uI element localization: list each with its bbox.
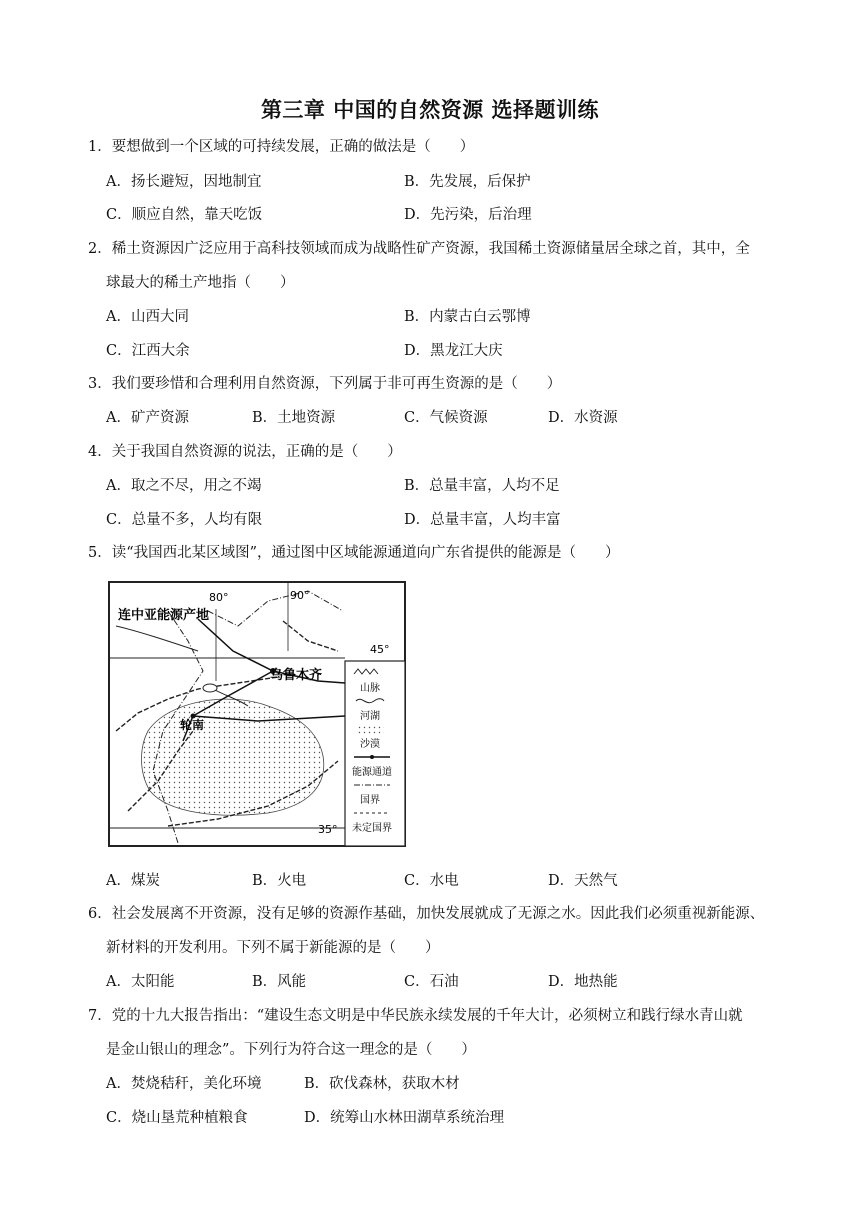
question-3-stem: 3．我们要珍惜和合理利用自然资源，下列属于非可再生资源的是（ ） xyxy=(88,376,562,392)
lunnan-label: 轮南 xyxy=(180,718,205,732)
question-6-stem: 6．社会发展离不开资源，没有足够的资源作基础，加快发展就成了无源之水。因此我们必须重视新能源、 xyxy=(88,906,765,922)
question-5-option-c: C．水电 xyxy=(404,873,459,889)
question-5-option-d: D．天然气 xyxy=(548,873,618,889)
lake xyxy=(203,684,217,692)
question-5-stem: 5．读“我国西北某区域图”，通过图中区域能源通道向广东省提供的能源是（ ） xyxy=(88,545,620,561)
urumqi-label: 乌鲁木齐 xyxy=(270,668,323,683)
question-2-stem: 2．稀土资源因广泛应用于高科技领域而成为战略性矿产资源，我国稀土资源储量居全球之首，其中，全 xyxy=(88,241,750,257)
question-2-option-d: D．黑龙江大庆 xyxy=(404,343,503,359)
question-4-option-b: B．总量丰富，人均不足 xyxy=(404,478,560,494)
legend-undefined-border: 未定国界 xyxy=(352,823,392,834)
legend-desert: 沙漠 xyxy=(360,739,380,750)
lat-35-label: 35° xyxy=(318,823,338,836)
question-6-option-d: D．地热能 xyxy=(548,974,618,990)
northwest-region-map xyxy=(108,581,406,847)
legend-border: 国界 xyxy=(360,795,380,806)
question-7-stem-cont: 是金山银山的理念”。下列行为符合这一理念的是（ ） xyxy=(106,1042,476,1058)
question-1-option-c: C．顺应自然，靠天吃饭 xyxy=(106,207,263,223)
question-2-option-c: C．江西大余 xyxy=(106,343,190,359)
question-7-option-b: B．砍伐森林，获取木材 xyxy=(304,1076,460,1092)
legend-river: 河湖 xyxy=(360,711,380,722)
question-2-stem-cont: 球最大的稀土产地指（ ） xyxy=(106,275,295,291)
question-7-option-a: A．焚烧秸秆，美化环境 xyxy=(106,1076,262,1092)
question-3-option-c: C．气候资源 xyxy=(404,410,488,426)
lat-45-label: 45° xyxy=(370,643,390,656)
question-1-stem: 1．要想做到一个区域的可持续发展，正确的做法是（ ） xyxy=(88,139,475,155)
question-2-option-b: B．内蒙古白云鄂博 xyxy=(404,309,531,325)
question-5-option-a: A．煤炭 xyxy=(106,873,160,889)
question-5-option-b: B．火电 xyxy=(252,873,307,889)
question-7-option-c: C．烧山垦荒种植粮食 xyxy=(106,1110,248,1126)
question-1-option-a: A．扬长避短，因地制宜 xyxy=(106,174,262,190)
question-6-option-a: A．太阳能 xyxy=(106,974,175,990)
page-title: 第三章 中国的自然资源 选择题训练 xyxy=(260,97,600,122)
question-4-option-c: C．总量不多，人均有限 xyxy=(106,512,263,528)
legend-mountain: 山脉 xyxy=(360,683,380,694)
central-asia-label: 连中亚能源产地 xyxy=(118,608,210,623)
legend-desert-symbol xyxy=(356,726,384,734)
lon-90-label: 90° xyxy=(290,589,310,602)
question-3-option-b: B．土地资源 xyxy=(252,410,336,426)
question-7-stem: 7．党的十九大报告指出：“建设生态文明是中华民族永续发展的千年大计，必须树立和践行绿水青山就 xyxy=(88,1008,743,1024)
question-1-option-b: B．先发展，后保护 xyxy=(404,174,531,190)
legend-energy: 能源通道 xyxy=(352,767,392,778)
question-4-option-a: A．取之不尽，用之不竭 xyxy=(106,478,262,494)
question-3-option-a: A．矿产资源 xyxy=(106,410,189,426)
question-6-option-c: C．石油 xyxy=(404,974,459,990)
question-7-option-d: D．统筹山水林田湖草系统治理 xyxy=(304,1110,505,1126)
question-4-option-d: D．总量丰富，人均丰富 xyxy=(404,512,561,528)
question-4-stem: 4．关于我国自然资源的说法，正确的是（ ） xyxy=(88,444,402,460)
question-2-option-a: A．山西大同 xyxy=(106,309,189,325)
lon-80-label: 80° xyxy=(209,591,229,604)
question-3-option-d: D．水资源 xyxy=(548,410,618,426)
question-6-stem-cont: 新材料的开发利用。下列不属于新能源的是（ ） xyxy=(106,940,440,956)
question-6-option-b: B．风能 xyxy=(252,974,307,990)
question-1-option-d: D．先污染，后治理 xyxy=(404,207,532,223)
